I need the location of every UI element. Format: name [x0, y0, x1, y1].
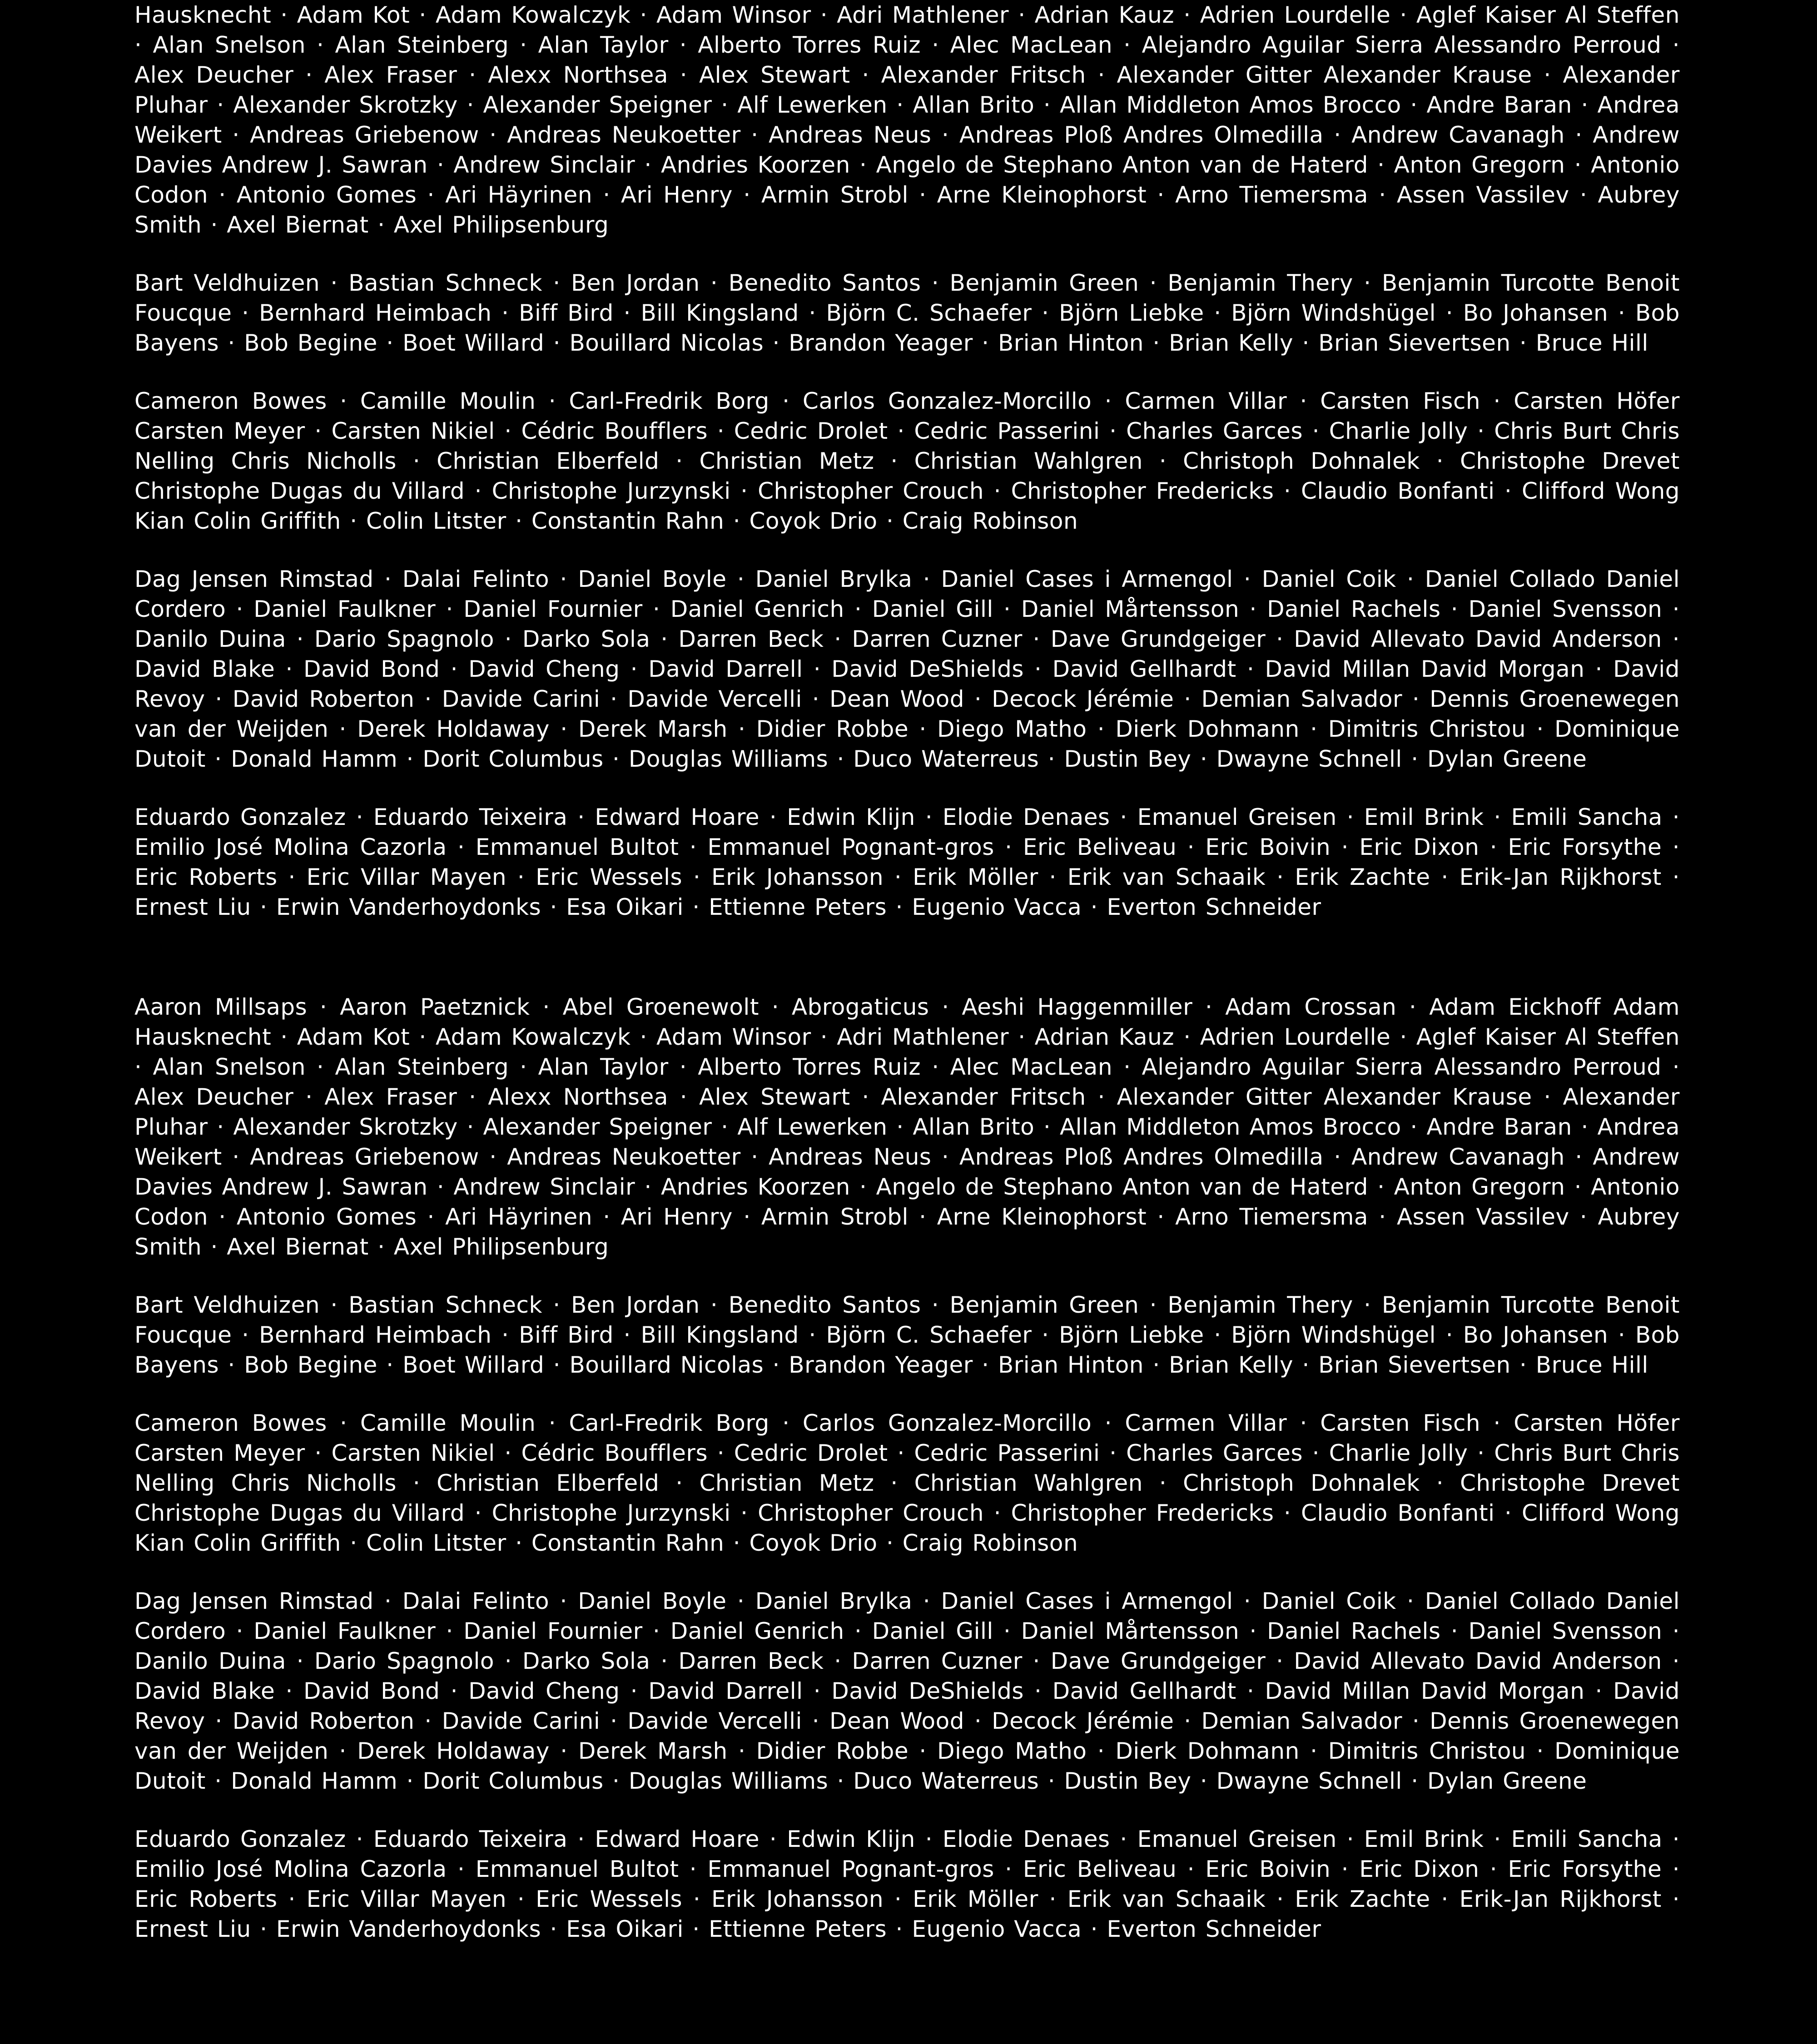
credits-paragraph-d: Dag Jensen Rimstad · Dalai Felinto · Daniel Boyle · Daniel Brylka · Daniel Cases i Armengol · Daniel Coik · Daniel Collado Daniel Cordero · Daniel Faulkner · Daniel Fournier · Daniel Genrich · Daniel Gill · Daniel Mårtensson · Daniel Rachels · Daniel Svensson · Danilo Duina · Dario Spagnolo · Darko Sola · Darren Beck · Darren Cuzner · Dave Grundgeiger · David Allevato David Anderson · David Blake · David Bond · David Cheng · David Darrell · David DeShields · David Gellhardt · David Millan David Morgan · David Revoy · David Roberton · Davide Carini · Davide Vercelli · Dean Wood · Decock Jérémie · Demian Salvador · Dennis Groenewegen van der Weijden · Derek Holdaway · Derek Marsh · Didier Robbe · Diego Matho · Dierk Dohmann · Dimitris Christou · Dominique Dutoit · Donald Hamm · Dorit Columbus · Douglas Williams · Duco Waterreus · Dustin Bey · Dwayne Schnell · Dylan Greene: [134, 1588, 1680, 1794]
credits-paragraph-a: Hausknecht · Adam Kot · Adam Kowalczyk · Adam Winsor · Adri Mathlener · Adrian Kauz · Adrien Lourdelle · Aglef Kaiser Al Steffen · Alan Snelson · Alan Steinberg · Alan Taylor · Alberto Torres Ruiz · Alec MacLean · Alejandro Aguilar Sierra Alessandro Perroud · Alex Deucher · Alex Fraser · Alexx Northsea · Alex Stewart · Alexander Fritsch · Alexander Gitter Alexander Krause · Alexander Pluhar · Alexander Skrotzky · Alexander Speigner · Alf Lewerken · Allan Brito · Allan Middleton Amos Brocco · Andre Baran · Andrea Weikert · Andreas Griebenow · Andreas Neukoetter · Andreas Neus · Andreas Ploß Andres Olmedilla · Andrew Cavanagh · Andrew Davies Andrew J. Sawran · Andrew Sinclair · Andries Koorzen · Angelo de Stephano Anton van de Haterd · Anton Gregorn · Antonio Codon · Antonio Gomes · Ari Häyrinen · Ari Henry · Armin Strobl · Arne Kleinophorst · Arno Tiemersma · Assen Vassilev · Aubrey Smith · Axel Biernat · Axel Philipsenburg: [134, 2, 1680, 238]
credits-list: [134, 992, 1680, 1972]
credits-paragraph-b: Bart Veldhuizen · Bastian Schneck · Ben Jordan · Benedito Santos · Benjamin Green · Benjamin Thery · Benjamin Turcotte Benoit Foucque · Bernhard Heimbach · Biff Bird · Bill Kingsland · Björn C. Schaefer · Björn Liebke · Björn Windshügel · Bo Johansen · Bob Bayens · Bob Begine · Boet Willard · Bouillard Nicolas · Brandon Yeager · Brian Hinton · Brian Kelly · Brian Sievertsen · Bruce Hill: [134, 270, 1680, 356]
credits-list: [134, 0, 1680, 950]
credits-paragraph-d: Dag Jensen Rimstad · Dalai Felinto · Daniel Boyle · Daniel Brylka · Daniel Cases i Armengol · Daniel Coik · Daniel Collado Daniel Cordero · Daniel Faulkner · Daniel Fournier · Daniel Genrich · Daniel Gill · Daniel Mårtensson · Daniel Rachels · Daniel Svensson · Danilo Duina · Dario Spagnolo · Darko Sola · Darren Beck · Darren Cuzner · Dave Grundgeiger · David Allevato David Anderson · David Blake · David Bond · David Cheng · David Darrell · David DeShields · David Gellhardt · David Millan David Morgan · David Revoy · David Roberton · Davide Carini · Davide Vercelli · Dean Wood · Decock Jérémie · Demian Salvador · Dennis Groenewegen van der Weijden · Derek Holdaway · Derek Marsh · Didier Robbe · Diego Matho · Dierk Dohmann · Dimitris Christou · Dominique Dutoit · Donald Hamm · Dorit Columbus · Douglas Williams · Duco Waterreus · Dustin Bey · Dwayne Schnell · Dylan Greene: [134, 566, 1680, 772]
credits-paragraph-c: Cameron Bowes · Camille Moulin · Carl-Fredrik Borg · Carlos Gonzalez-Morcillo · Carmen Villar · Carsten Fisch · Carsten Höfer Carsten Meyer · Carsten Nikiel · Cédric Boufflers · Cedric Drolet · Cedric Passerini · Charles Garces · Charlie Jolly · Chris Burt Chris Nelling Chris Nicholls · Christian Elberfeld · Christian Metz · Christian Wahlgren · Christoph Dohnalek · Christophe Drevet Christophe Dugas du Villard · Christophe Jurzynski · Christopher Crouch · Christopher Fredericks · Claudio Bonfanti · Clifford Wong Kian Colin Griffith · Colin Litster · Constantin Rahn · Coyok Drio · Craig Robinson: [134, 388, 1680, 534]
credits-block-lower: [0, 994, 1817, 2044]
credits-paragraph-a: Aaron Millsaps · Aaron Paetznick · Abel Groenewolt · Abrogaticus · Aeshi Haggenmiller · Adam Crossan · Adam Eickhoff Adam Hausknecht · Adam Kot · Adam Kowalczyk · Adam Winsor · Adri Mathlener · Adrian Kauz · Adrien Lourdelle · Aglef Kaiser Al Steffen · Alan Snelson · Alan Steinberg · Alan Taylor · Alberto Torres Ruiz · Alec MacLean · Alejandro Aguilar Sierra Alessandro Perroud · Alex Deucher · Alex Fraser · Alexx Northsea · Alex Stewart · Alexander Fritsch · Alexander Gitter Alexander Krause · Alexander Pluhar · Alexander Skrotzky · Alexander Speigner · Alf Lewerken · Allan Brito · Allan Middleton Amos Brocco · Andre Baran · Andrea Weikert · Andreas Griebenow · Andreas Neukoetter · Andreas Neus · Andreas Ploß Andres Olmedilla · Andrew Cavanagh · Andrew Davies Andrew J. Sawran · Andrew Sinclair · Andries Koorzen · Angelo de Stephano Anton van de Haterd · Anton Gregorn · Antonio Codon · Antonio Gomes · Ari Häyrinen · Ari Henry · Armin Strobl · Arne Kleinophorst · Arno Tiemersma · Assen Vassilev · Aubrey Smith · Axel Biernat · Axel Philipsenburg: [134, 994, 1680, 1260]
credits-paragraph-b: Bart Veldhuizen · Bastian Schneck · Ben Jordan · Benedito Santos · Benjamin Green · Benjamin Thery · Benjamin Turcotte Benoit Foucque · Bernhard Heimbach · Biff Bird · Bill Kingsland · Björn C. Schaefer · Björn Liebke · Björn Windshügel · Bo Johansen · Bob Bayens · Bob Begine · Boet Willard · Bouillard Nicolas · Brandon Yeager · Brian Hinton · Brian Kelly · Brian Sievertsen · Bruce Hill: [134, 1292, 1680, 1378]
credits-paragraph-e: Eduardo Gonzalez · Eduardo Teixeira · Edward Hoare · Edwin Klijn · Elodie Denaes · Emanuel Greisen · Emil Brink · Emili Sancha · Emilio José Molina Cazorla · Emmanuel Bultot · Emmanuel Pognant-gros · Eric Beliveau · Eric Boivin · Eric Dixon · Eric Forsythe · Eric Roberts · Eric Villar Mayen · Eric Wessels · Erik Johansson · Erik Möller · Erik van Schaaik · Erik Zachte · Erik-Jan Rijkhorst · Ernest Liu · Erwin Vanderhoydonks · Esa Oikari · Ettienne Peters · Eugenio Vacca · Everton Schneider: [134, 804, 1680, 920]
credits-paragraph-c: Cameron Bowes · Camille Moulin · Carl-Fredrik Borg · Carlos Gonzalez-Morcillo · Carmen Villar · Carsten Fisch · Carsten Höfer Carsten Meyer · Carsten Nikiel · Cédric Boufflers · Cedric Drolet · Cedric Passerini · Charles Garces · Charlie Jolly · Chris Burt Chris Nelling Chris Nicholls · Christian Elberfeld · Christian Metz · Christian Wahlgren · Christoph Dohnalek · Christophe Drevet Christophe Dugas du Villard · Christophe Jurzynski · Christopher Crouch · Christopher Fredericks · Claudio Bonfanti · Clifford Wong Kian Colin Griffith · Colin Litster · Constantin Rahn · Coyok Drio · Craig Robinson: [134, 1410, 1680, 1556]
credits-paragraph-e: Eduardo Gonzalez · Eduardo Teixeira · Edward Hoare · Edwin Klijn · Elodie Denaes · Emanuel Greisen · Emil Brink · Emili Sancha · Emilio José Molina Cazorla · Emmanuel Bultot · Emmanuel Pognant-gros · Eric Beliveau · Eric Boivin · Eric Dixon · Eric Forsythe · Eric Roberts · Eric Villar Mayen · Eric Wessels · Erik Johansson · Erik Möller · Erik van Schaaik · Erik Zachte · Erik-Jan Rijkhorst · Ernest Liu · Erwin Vanderhoydonks · Esa Oikari · Ettienne Peters · Eugenio Vacca · Everton Schneider: [134, 1826, 1680, 1942]
